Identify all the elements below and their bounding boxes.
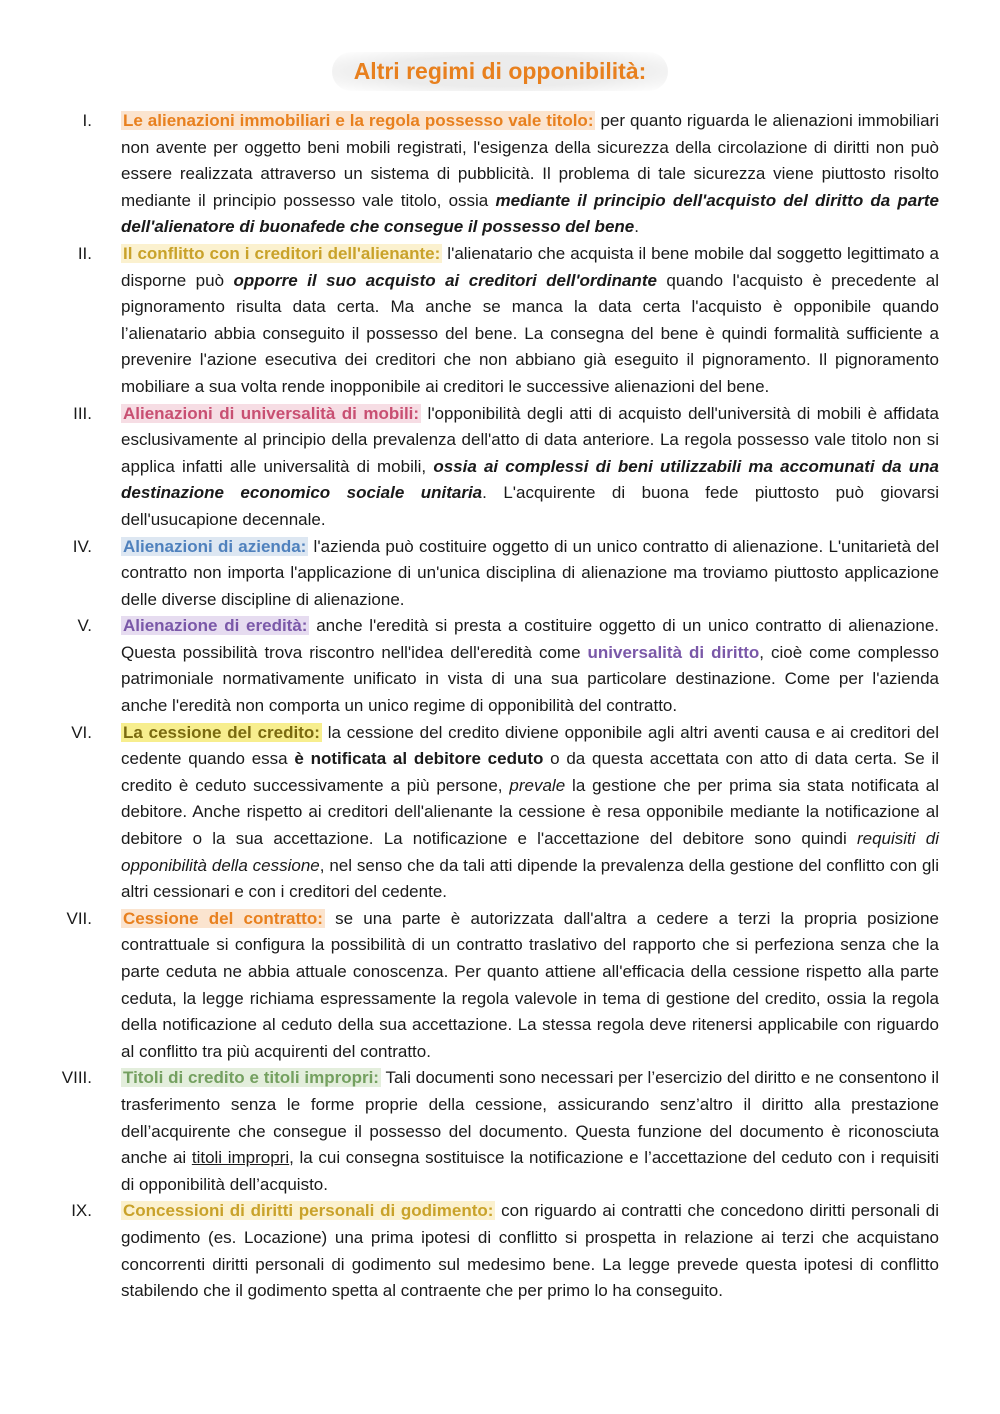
item-number: II. [77, 243, 92, 263]
item-text: , cioè come complesso patrimoniale normativamente unificato in vista di una sua particolare destinazione. Come per l'azienda anche l'eredità non comporta un unico regime di opponibilità del contratto. [121, 642, 940, 716]
item-heading: Concessioni di diritti personali di godimento: [123, 1201, 494, 1221]
item-text: con riguardo ai contratti che concedono diritti personali di godimento (es. Locazione) una prima ipotesi di conflitto si prospetta in relazione ai terzi che acquistano concorrenti diritti personali di godimento sul medesimo bene. La legge prevede questa ipotesi di conflitto stabilendo che il godimento spetta al contraente che per primo lo ha conseguito. [121, 1201, 939, 1301]
item-heading: Titoli di credito e titoli impropri: [123, 1068, 379, 1088]
item-number: IV. [72, 536, 92, 556]
item-text: . L'acquirente di buona fede piuttosto può giovarsi dell'usucapione decennale. [121, 483, 939, 529]
item-number: VI. [71, 722, 92, 742]
item-heading: Il conflitto con i creditori dell'alienante: [123, 243, 441, 263]
item-emphasis: è notificata al debitore ceduto [294, 749, 544, 769]
item-text: se una parte è autorizzata dall'altra a cedere a terzi la propria posizione contrattuale si configura la possibilità di un contratto traslativo del rapporto che si perfeziona senza che la parte ceduta ne abbia attuale conoscenza. Per quanto attiene all'efficacia della cessione rispetto alla parte ceduta, la legge richiama espressamente la regola valevole in tema di gestione del credito, ossia la regola della notificazione al ceduto della sua accettazione. La stessa regola deve ritenersi applicabile con riguardo al conflitto tra più acquirenti del contratto. [121, 908, 939, 1061]
item-text: , la cui consegna sostituisce la notificazione e l’accettazione del ceduto con i requisiti di opponibilità dell’acquisto. [121, 1148, 939, 1194]
item-paragraph [121, 401, 939, 534]
item-paragraph [121, 1198, 939, 1304]
item-text: . [634, 217, 639, 237]
item-emphasis: requisiti di opponibilità della cessione [121, 829, 939, 875]
item-number: VIII. [61, 1068, 92, 1088]
item-text: la cessione del credito diviene opponibile agli altri aventi causa e ai creditori del cedente quando essa [121, 722, 939, 769]
list-item-6 [0, 720, 1000, 906]
item-text: la gestione che per prima sia stata notificata al debitore. Anche rispetto ai creditori dell'alienante la cessione è resa opponibile mediante la notificazione al debitore o la sua accettazione. La notificazione e l'accettazione del debitore sono quindi [121, 775, 939, 849]
item-paragraph [121, 613, 939, 719]
item-heading: Alienazione di eredità: [123, 616, 308, 636]
item-heading: Alienazioni di azienda: [123, 536, 307, 556]
page-title: Altri regimi di opponibilità: [332, 52, 669, 91]
item-text: l'opponibilità degli atti di acquisto dell'università di mobili è affidata esclusivamente al principio della prevalenza dell'atto di data anteriore. La regola possesso vale titolo non si applica infatti alle universalità di mobili, [121, 403, 940, 476]
list-item-7 [0, 906, 1000, 1066]
item-emphasis: mediante il principio dell'acquisto del diritto da parte dell'alienatore di buonafede che consegue il possesso del bene [121, 190, 939, 237]
item-number: IX. [71, 1201, 92, 1221]
list-item-9 [0, 1198, 1000, 1304]
list-item-2 [0, 241, 1000, 401]
item-number: III. [73, 403, 92, 423]
item-number: V. [77, 616, 92, 636]
item-heading: Le alienazioni immobiliari e la regola possesso vale titolo: [123, 111, 594, 130]
item-number: I. [82, 111, 92, 130]
item-emphasis: universalità di diritto [587, 642, 760, 662]
item-paragraph [121, 906, 939, 1066]
list-item-5 [0, 613, 1000, 719]
item-paragraph [121, 720, 939, 906]
item-text: o da questa accettata con atto di data certa. Se il credito è ceduto successivamente a più persone, [121, 749, 940, 795]
item-text: l'azienda può costituire oggetto di un unico contratto di alienazione. L'unitarietà del contratto non importa l'applicazione di un'unica disciplina di alienazione ma troviamo piuttosto applicazione delle diverse discipline di alienazione. [121, 536, 939, 609]
title-container [0, 52, 1000, 91]
item-heading: Alienazioni di universalità di mobili: [123, 403, 420, 423]
item-emphasis: ossia ai complessi di beni utilizzabili ma accomunati da una destinazione economico sociale unitaria [121, 456, 939, 503]
item-text: quando l'acquisto è precedente al pignoramento risulta data certa. Ma anche se manca la data certa l'acquisto è opponibile quando l’alienatario abbia conseguito il possesso del bene. La consegna del bene è quindi formalità sufficiente a prevenire l'azione esecutiva dei creditori che non abbiano già eseguito il pignoramento. Il pignoramento mobiliare a sua volta rende inopponibile ai creditori le successive alienazioni del bene. [121, 270, 939, 396]
item-paragraph [121, 241, 939, 401]
item-number: VII. [66, 908, 92, 928]
item-heading: La cessione del credito: [123, 722, 320, 742]
item-text: , nel senso che da tali atti dipende la prevalenza della gestione del conflitto con gli altri cessionari e con i creditori del cedente. [121, 855, 939, 902]
item-text: Tali documenti sono necessari per l’esercizio del diritto e ne consentono il trasferimento senza le forme proprie della cessione, assicurando senz’altro il diritto alla prestazione dell’acquirente che consegue il possesso del documento. Questa funzione del documento è riconosciuta anche ai [121, 1068, 939, 1168]
list-item-8 [0, 1065, 1000, 1198]
list-item-3 [0, 401, 1000, 534]
item-paragraph [121, 1065, 939, 1198]
item-heading: Cessione del contratto: [123, 908, 323, 928]
item-text: l'alienatario che acquista il bene mobile dal soggetto legittimato a disporne può [121, 243, 940, 290]
list-item-1 [0, 108, 1000, 241]
item-paragraph [121, 534, 939, 614]
item-emphasis: prevale [509, 775, 566, 795]
item-text: anche l'eredità si presta a costituire oggetto di un unico contratto di alienazione. Questa possibilità trova riscontro nell'idea dell'eredità come [121, 616, 940, 662]
item-paragraph [121, 108, 939, 241]
numbered-list [0, 108, 1000, 1305]
item-emphasis: opporre il suo acquisto ai creditori dell'ordinante [233, 270, 657, 290]
item-emphasis: titoli impropri [191, 1148, 290, 1168]
item-text: per quanto riguarda le alienazioni immobiliari non avente per oggetto beni mobili registrati, l'esigenza della sicurezza della circolazione di diritti non può essere realizzata attraverso un sistema di pubblicità. Il problema di tale sicurezza viene piuttosto risolto mediante il principio possesso vale titolo, ossia [121, 111, 939, 210]
list-item-4 [0, 534, 1000, 614]
